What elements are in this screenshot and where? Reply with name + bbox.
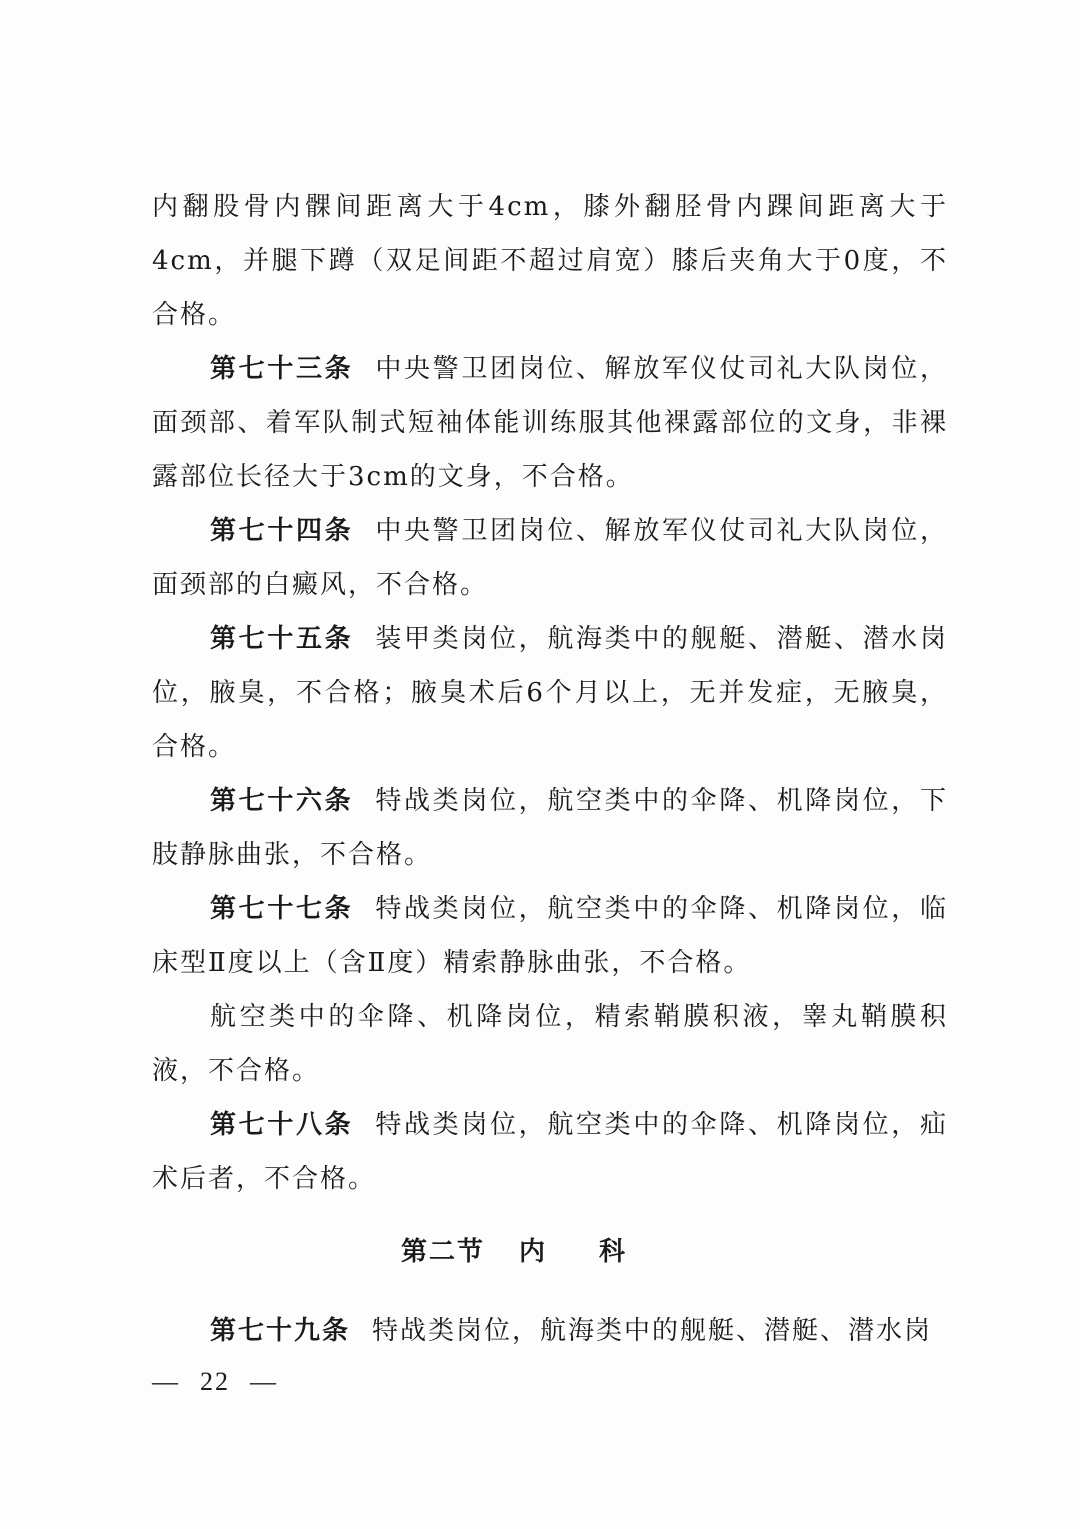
article-number: 第七十五条 (210, 624, 354, 654)
page-number (152, 1362, 278, 1402)
article-number: 第七十九条 (210, 1316, 351, 1346)
section-name: 第二节 (400, 1237, 485, 1267)
page-number-dash-left: — (152, 1367, 180, 1396)
article-77 (152, 882, 948, 990)
article-text: 中央警卫团岗位、解放军仪仗司礼大队岗位，面颈部、着军队制式短袖体能训练服其他裸露部位的文身，非裸露部位长径大于3cm的文身，不合格。 (152, 354, 948, 492)
document-body (152, 180, 948, 1206)
article-79-container (152, 1304, 948, 1358)
article-text: 特战类岗位，航海类中的舰艇、潜艇、潜水岗 (372, 1316, 933, 1346)
article-75 (152, 612, 948, 774)
article-number: 第七十七条 (210, 894, 354, 924)
article-text: 特战类岗位，航空类中的伞降、机降岗位，下肢静脉曲张，不合格。 (152, 786, 948, 870)
article-73 (152, 342, 948, 504)
continuation-paragraph: 内翻股骨内髁间距离大于4cm，膝外翻胫骨内踝间距离大于4cm，并腿下蹲（双足间距不超过肩宽）膝后夹角大于0度，不合格。 (152, 192, 948, 330)
article-text: 装甲类岗位，航海类中的舰艇、潜艇、潜水岗位，腋臭，不合格；腋臭术后6个月以上，无并发症，无腋臭，合格。 (152, 624, 948, 762)
article-text: 中央警卫团岗位、解放军仪仗司礼大队岗位，面颈部的白癜风，不合格。 (152, 516, 948, 600)
article-number: 第七十八条 (210, 1110, 354, 1140)
article-number: 第七十三条 (210, 354, 354, 384)
article-text: 特战类岗位，航空类中的伞降、机降岗位，临床型Ⅱ度以上（含Ⅱ度）精索静脉曲张，不合格。 (152, 894, 948, 978)
article-number: 第七十六条 (210, 786, 354, 816)
article-text: 特战类岗位，航空类中的伞降、机降岗位，疝术后者，不合格。 (152, 1110, 948, 1194)
section-title: 内科 (519, 1237, 680, 1267)
article-74 (152, 504, 948, 612)
page-number-dash-right: — (250, 1367, 278, 1396)
page-number-value: 22 (200, 1367, 230, 1396)
article-79 (152, 1304, 948, 1358)
article-78 (152, 1098, 948, 1206)
article-76 (152, 774, 948, 882)
article-number: 第七十四条 (210, 516, 354, 546)
section-heading (0, 1232, 1080, 1272)
article-77-extra-paragraph: 航空类中的伞降、机降岗位，精索鞘膜积液，睾丸鞘膜积液，不合格。 (152, 1002, 948, 1086)
